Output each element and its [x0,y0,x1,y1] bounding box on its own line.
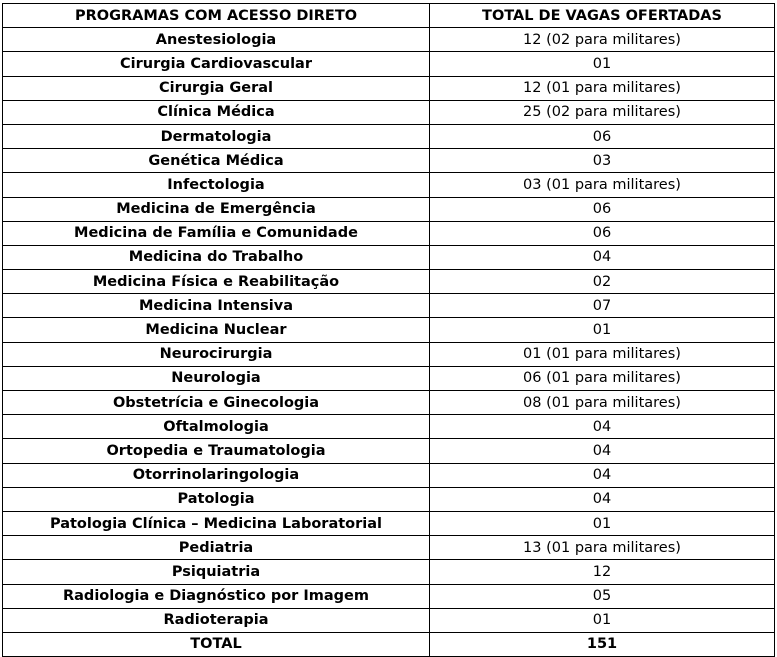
table-row [3,608,775,632]
vacancy-count: 01 [430,511,775,535]
table-row [3,149,775,173]
table-row [3,391,775,415]
program-name: Anestesiologia [3,28,430,52]
header-programs: PROGRAMAS COM ACESSO DIRETO [3,4,430,28]
program-name: Cirurgia Geral [3,76,430,100]
program-name: Oftalmologia [3,415,430,439]
table-row [3,584,775,608]
vacancy-count: 01 [430,318,775,342]
table-row [3,270,775,294]
vacancy-count: 06 [430,197,775,221]
vacancy-count: 04 [430,439,775,463]
table-row [3,173,775,197]
vacancy-count: 12 [430,560,775,584]
program-name: Medicina de Emergência [3,197,430,221]
vacancy-count: 06 (01 para militares) [430,366,775,390]
vacancy-count: 04 [430,487,775,511]
program-name: Medicina Intensiva [3,294,430,318]
table-row [3,366,775,390]
vacancy-count: 08 (01 para militares) [430,391,775,415]
program-name: Infectologia [3,173,430,197]
vacancy-count: 04 [430,463,775,487]
program-name: Dermatologia [3,124,430,148]
vacancy-count: 01 [430,52,775,76]
vacancy-count: 01 (01 para militares) [430,342,775,366]
program-name: Neurocirurgia [3,342,430,366]
table-row [3,52,775,76]
vacancy-count: 07 [430,294,775,318]
table-row [3,342,775,366]
program-name: Obstetrícia e Ginecologia [3,391,430,415]
program-name: Patologia Clínica – Medicina Laboratorial [3,511,430,535]
table-row [3,439,775,463]
table-row [3,463,775,487]
table-row [3,245,775,269]
vacancy-count: 06 [430,221,775,245]
table-row [3,415,775,439]
vacancy-count: 02 [430,270,775,294]
vacancy-count: 12 (01 para militares) [430,76,775,100]
program-name: Clínica Médica [3,100,430,124]
table-row [3,100,775,124]
table-row [3,536,775,560]
total-value: 151 [430,632,775,656]
program-name: Cirurgia Cardiovascular [3,52,430,76]
vacancy-count: 04 [430,245,775,269]
table-row [3,124,775,148]
vacancy-count: 01 [430,608,775,632]
vacancy-count: 05 [430,584,775,608]
table-row [3,487,775,511]
vacancy-count: 25 (02 para militares) [430,100,775,124]
header-row [3,4,775,28]
program-name: Neurologia [3,366,430,390]
program-name: Medicina do Trabalho [3,245,430,269]
table-row [3,560,775,584]
vacancy-count: 12 (02 para militares) [430,28,775,52]
program-name: Radiologia e Diagnóstico por Imagem [3,584,430,608]
vacancy-count: 04 [430,415,775,439]
total-row [3,632,775,656]
program-name: Medicina Nuclear [3,318,430,342]
vacancy-count: 03 (01 para militares) [430,173,775,197]
table-row [3,221,775,245]
program-name: Pediatria [3,536,430,560]
vacancy-count: 13 (01 para militares) [430,536,775,560]
program-name: Patologia [3,487,430,511]
vacancy-count: 03 [430,149,775,173]
total-label: TOTAL [3,632,430,656]
table-row [3,294,775,318]
table-row [3,511,775,535]
program-name: Genética Médica [3,149,430,173]
vacancy-count: 06 [430,124,775,148]
table-row [3,318,775,342]
table-row [3,28,775,52]
program-name: Ortopedia e Traumatologia [3,439,430,463]
table-row [3,197,775,221]
vacancies-table [2,3,775,657]
table-row [3,76,775,100]
program-name: Medicina Física e Reabilitação [3,270,430,294]
program-name: Otorrinolaringologia [3,463,430,487]
program-name: Psiquiatria [3,560,430,584]
program-name: Radioterapia [3,608,430,632]
program-name: Medicina de Família e Comunidade [3,221,430,245]
header-vacancies: TOTAL DE VAGAS OFERTADAS [430,4,775,28]
